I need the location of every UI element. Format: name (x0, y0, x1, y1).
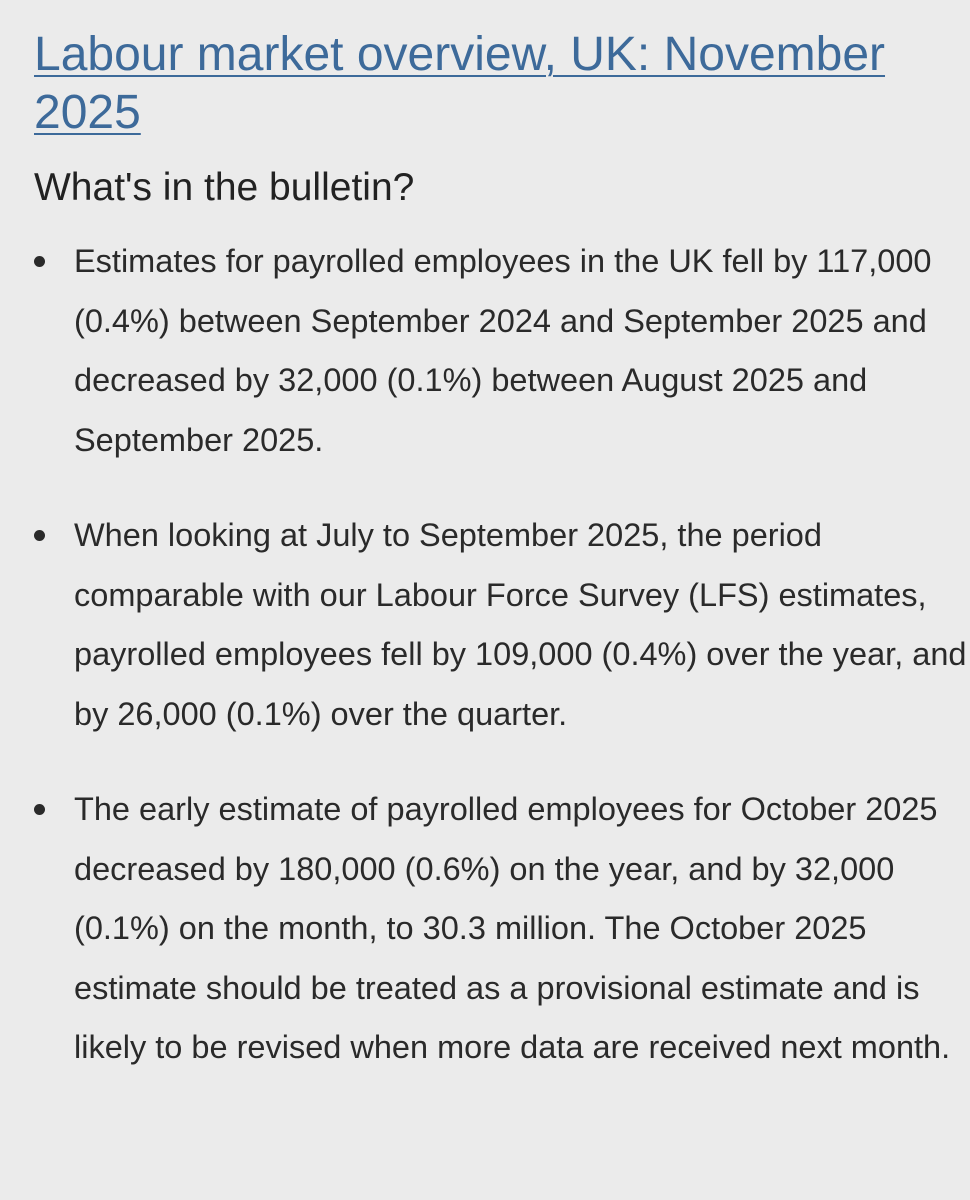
bullet-text: Estimates for payrolled employees in the UK fell by 117,000 (0.4%) between September 2024 and September 2025 and decreased by 32,000 (0.1%) between August 2025 and September 2025. (74, 243, 932, 458)
section-heading: What's in the bulletin? (34, 166, 415, 209)
bullet-dot-icon (34, 256, 45, 267)
bullet-item-lfs-comparable (34, 506, 970, 744)
bullet-dot-icon (34, 530, 45, 541)
bulletin-title-link[interactable]: Labour market overview, UK: November 2025 (34, 28, 886, 139)
bullet-text: The early estimate of payrolled employees for October 2025 decreased by 180,000 (0.6%) on the year, and by 32,000 (0.1%) on the month, to 30.3 million. The October 2025 estimate should be treated as a provisional estimate and is likely to be revised when more data are received next month. (74, 791, 951, 1065)
bullet-item-early-estimate (34, 780, 970, 1078)
bullet-text: When looking at July to September 2025, the period comparable with our Labour Force Survey (LFS) estimates, payrolled employees fell by 109,000 (0.4%) over the year, and by 26,000 (0.1%) over the quarter. (74, 517, 967, 732)
bullet-dot-icon (34, 804, 45, 815)
bulletin-bullet-list (34, 232, 970, 1078)
bullet-item-payroll-annual (34, 232, 970, 470)
